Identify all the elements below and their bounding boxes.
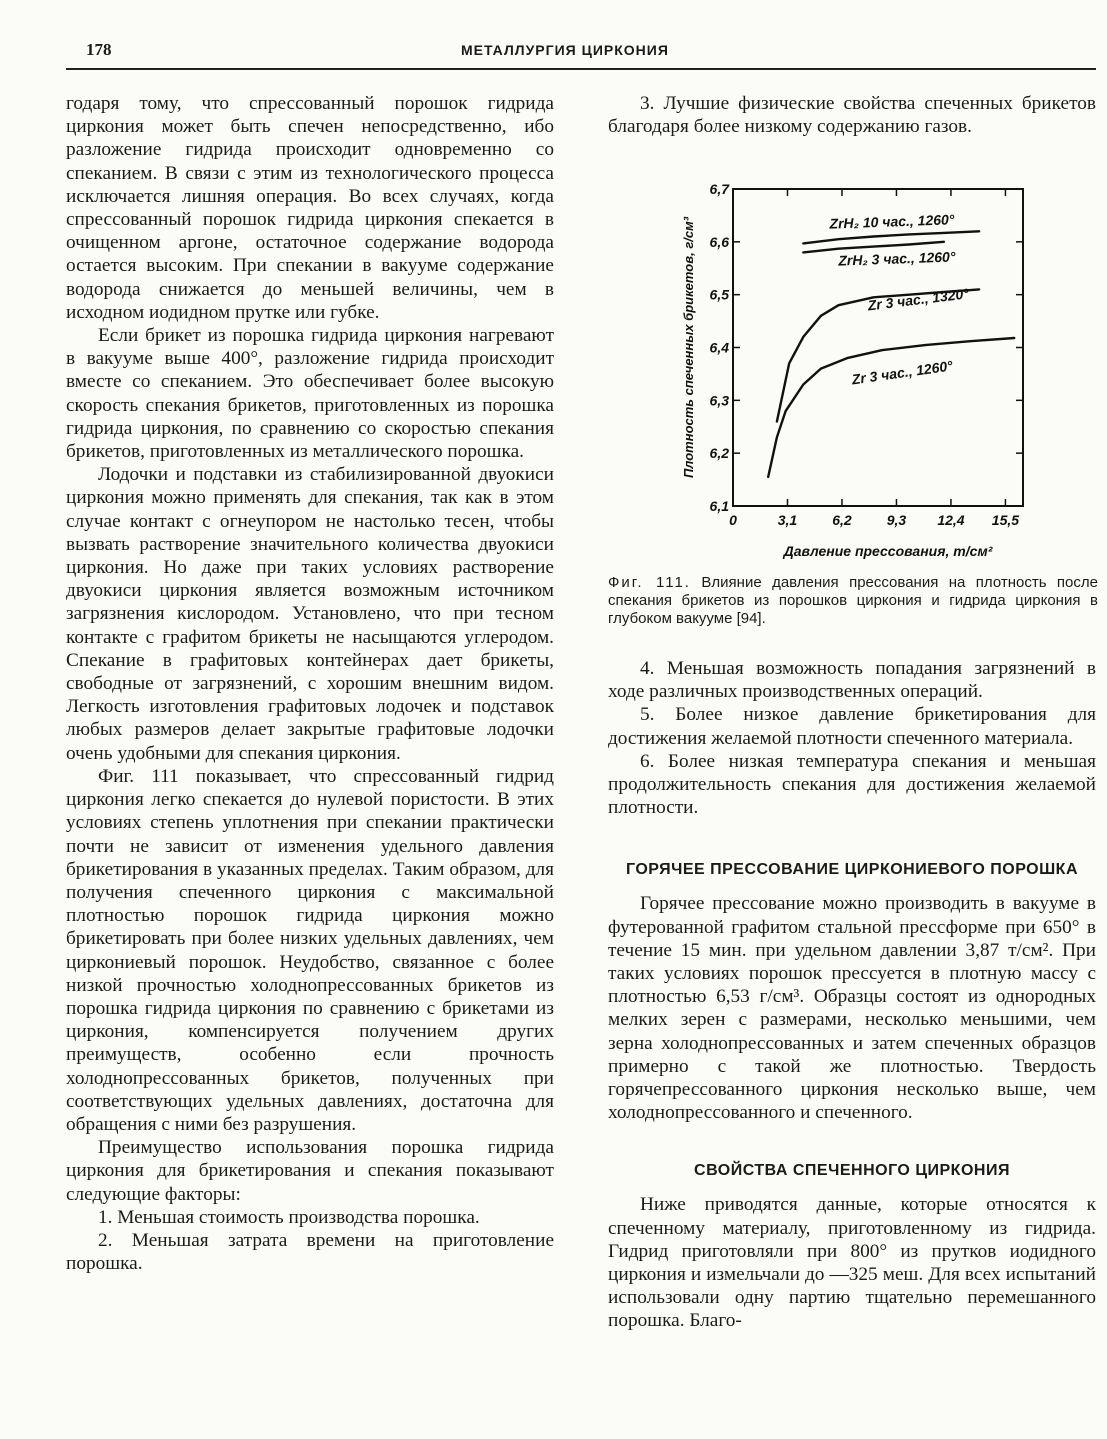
list-item: 4. Меньшая возможность попадания загрязнений в ходе различных производственных операций. xyxy=(608,658,1096,703)
section-heading-hot-pressing: ГОРЯЧЕЕ ПРЕССОВАНИЕ ЦИРКОНИЕВОГО ПОРОШКА xyxy=(626,861,1078,879)
figure-caption xyxy=(608,574,1098,628)
figure-111 xyxy=(608,172,1098,642)
y-tick-label: 6,1 xyxy=(709,498,729,514)
right-column-top xyxy=(608,92,1096,138)
y-tick-label: 6,7 xyxy=(709,181,729,197)
list-item: 6. Более низкая температура спекания и меньшая продолжительность спекания для достижения желаемой плотности. xyxy=(608,750,1096,819)
left-column xyxy=(66,92,554,1275)
x-tick-label: 6,2 xyxy=(832,512,852,528)
series-line xyxy=(803,231,979,243)
y-tick-label: 6,2 xyxy=(709,445,729,462)
paragraph: Преимущество использования порошка гидрида циркония для брикетирования и спекания показывают следующие факторы: xyxy=(66,1137,554,1205)
page-header xyxy=(66,40,1096,68)
paragraph: Ниже приводятся данные, которые относятся к спеченному материалу, приготовленному из гидрида. Гидрид приготовляли при 800° из прутков иодидного циркония и измельчали до —325 меш. Для всех испытаний использовали одну партию тщательно перемешанного порошка. Благо- xyxy=(608,1194,1096,1332)
x-tick-label: 12,4 xyxy=(937,512,965,528)
y-tick-label: 6,4 xyxy=(709,339,729,356)
list-item: 2. Меньшая затрата времени на приготовление порошка. xyxy=(66,1229,554,1275)
x-tick-label: 9,3 xyxy=(886,512,907,528)
paragraph: Горячее прессование можно производить в вакууме в футерованной графитом стальной прессформе при 650° в течение 15 мин. при удельном давлении 3,87 т/см². При таких условиях порошок прессуется в плотную массу с плотностью 6,53 г/см³. Образцы состоят из однородных мелких зерен с размерами, несколько меньшими, чем зерна холоднопрессованных и затем спеченных образцов примерно с такой же плотностью. Твердость горячепрессованного циркония несколько выше, чем холоднопрессованного и спеченного. xyxy=(608,893,1096,1124)
section-heading-properties: СВОЙСТВА СПЕЧЕННОГО ЦИРКОНИЯ xyxy=(694,1162,1010,1180)
x-tick-label: 0 xyxy=(729,512,737,528)
paragraph: Если брикет из порошка гидрида циркония нагревают в вакууме выше 400°, разложение гидрида происходит вместе со спеканием. Это обеспечивает более высокую скорость спекания брикетов, приготовленных из порошка гидрида циркония, по сравнению со скоростью спекания брикетов, приготовленных из металлического порошка. xyxy=(66,325,554,463)
list-item: 5. Более низкое давление брикетирования для достижения желаемой плотности спеченного материала. xyxy=(608,704,1096,749)
caption-label: Фиг. 111. xyxy=(608,574,691,591)
density-chart xyxy=(608,172,1098,567)
series-line xyxy=(768,338,1014,477)
y-tick-label: 6,6 xyxy=(709,233,729,250)
list-item: 3. Лучшие физические свойства спеченных брикетов благодаря более низкому содержанию газов. xyxy=(608,93,1096,138)
paragraph: годаря тому, что спрессованный порошок гидрида циркония может быть спечен непосредственно, ибо разложение гидрида происходит одновременно со спеканием. В связи с этим из технологического процесса исключается лишняя операция. Во всех случаях, когда спрессованный порошок гидрида циркония спекается в очищенном аргоне, остаточное содержание водорода остается высоким. При спекании в вакууме содержание водорода снижается до меньшей величины, чем в исходном иодидном прутке или губке. xyxy=(66,93,554,323)
series-label: ZrH₂ 10 час., 1260° xyxy=(829,211,955,232)
x-tick-label: 3,1 xyxy=(777,512,798,528)
page-number: 178 xyxy=(86,40,112,59)
x-tick-label: 15,5 xyxy=(991,512,1020,528)
paragraph: Фиг. 111 показывает, что спрессованный гидрид циркония легко спекается до нулевой пористости. В этих условиях степень уплотнения при спекании практически почти не зависит от изменения удельного давления брикетирования в указанных пределах. Таким образом, для получения спеченного циркония с максимальной плотностью порошок гидрида циркония можно брикетировать при более низких удельных давлениях, чем циркониевый порошок. Неудобство, связанное с более низкой прочностью холоднопрессованных брикетов из порошка гидрида циркония по сравнению с брикетами из циркония, компенсируется получением других преимуществ, особенно если прочность холоднопрессованных брикетов, полученных при соответствующих удельных давлениях, достаточна для обращения с ними без разрушения. xyxy=(66,765,554,1135)
x-axis-label: Давление прессования, т/см² xyxy=(783,543,993,559)
header-rule xyxy=(66,68,1096,70)
series-label: Zr 3 час., 1320° xyxy=(866,285,970,314)
right-column-bottom xyxy=(608,657,1096,1333)
y-axis-label: Плотность спеченных брикетов, г/см³ xyxy=(681,216,696,479)
list-item: 1. Меньшая стоимость производства порошка. xyxy=(98,1206,480,1228)
series-label: Zr 3 час., 1260° xyxy=(850,357,954,388)
running-title: МЕТАЛЛУРГИЯ ЦИРКОНИЯ xyxy=(461,42,669,58)
paragraph: Лодочки и подставки из стабилизированной двуокиси циркония можно применять для спекания, так как в этом случае контакт с огнеупором не настолько тесен, чтобы вызвать растворение значительного количества двуокиси циркония. Но даже при таких условиях растворение двуокиси циркония является возможным источником загрязнения кислородом. Установлено, что при тесном контакте с графитом брикеты не насыщаются углеродом. Спекание в графитовых контейнерах дает брикеты, свободные от загрязнений, с хорошим внешним видом. Легкость изготовления графитовых лодочек и подставок любых размеров делает закрытые графитовые лодочки очень удобными для спекания циркония. xyxy=(66,464,554,764)
series-label: ZrH₂ 3 час., 1260° xyxy=(838,248,956,269)
caption-text: Влияние давления прессования на плотность после спекания брикетов из порошков циркония и гидрида циркония в глубоком вакууме [94]. xyxy=(608,574,1098,627)
y-tick-label: 6,5 xyxy=(709,286,729,303)
y-tick-label: 6,3 xyxy=(709,392,729,409)
